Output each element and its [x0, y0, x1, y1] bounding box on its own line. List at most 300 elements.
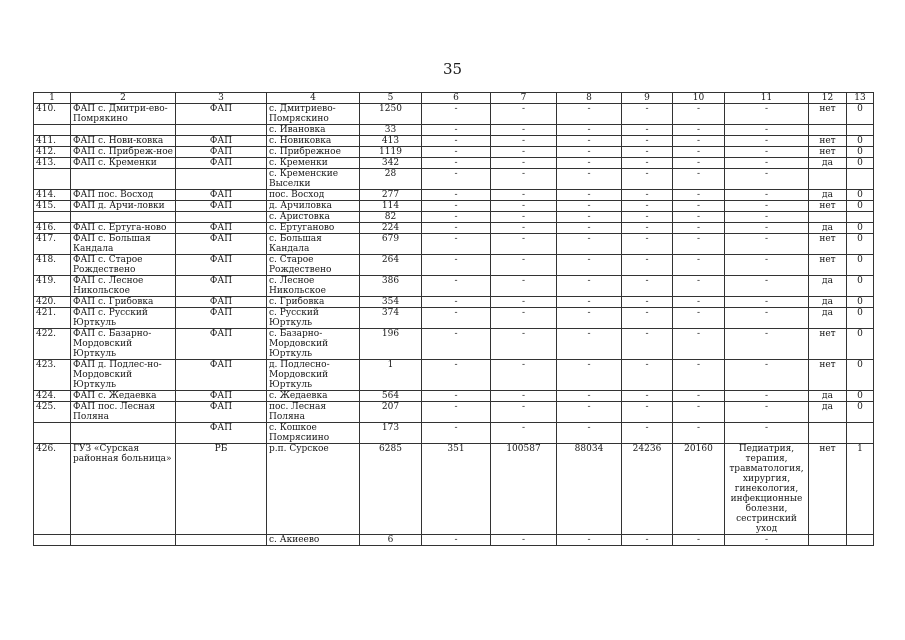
services: -: [725, 136, 809, 147]
row-number: 410.: [34, 104, 71, 125]
col-7-value: -: [491, 308, 557, 329]
row-number: [34, 212, 71, 223]
col-9-value: -: [622, 360, 673, 391]
population: 342: [360, 158, 422, 169]
col-12-value: да: [809, 402, 847, 423]
col-6-value: -: [422, 255, 491, 276]
settlement: с. Прибрежное: [267, 147, 360, 158]
col-6-value: -: [422, 169, 491, 190]
row-number: 419.: [34, 276, 71, 297]
settlement: д. Подлесно-Мордовский Юрткуль: [267, 360, 360, 391]
col-8-value: -: [557, 255, 622, 276]
table-row: [34, 297, 874, 308]
table-row: [34, 212, 874, 223]
services: -: [725, 104, 809, 125]
col-8-value: -: [557, 104, 622, 125]
facility-type: ФАП: [176, 297, 267, 308]
page-number: 35: [442, 60, 463, 78]
services: -: [725, 125, 809, 136]
row-number: 417.: [34, 234, 71, 255]
facility-name: ФАП с. Ертуга-ново: [71, 223, 176, 234]
settlement: с. Лесное Никольское: [267, 276, 360, 297]
col-9-value: -: [622, 190, 673, 201]
col-6-value: -: [422, 391, 491, 402]
row-number: 422.: [34, 329, 71, 360]
settlement: с. Новиковка: [267, 136, 360, 147]
col-10-value: -: [673, 423, 725, 444]
col-10-value: -: [673, 308, 725, 329]
facility-type: ФАП: [176, 104, 267, 125]
settlement: с. Большая Кандала: [267, 234, 360, 255]
facility-type: ФАП: [176, 190, 267, 201]
col-9-value: -: [622, 223, 673, 234]
col-13-value: [847, 423, 874, 444]
row-number: 425.: [34, 402, 71, 423]
col-9-value: -: [622, 329, 673, 360]
col-7-value: -: [491, 223, 557, 234]
population: 33: [360, 125, 422, 136]
col-10-value: -: [673, 212, 725, 223]
col-6-value: -: [422, 234, 491, 255]
facility-type: ФАП: [176, 329, 267, 360]
col-13-value: [847, 212, 874, 223]
population: 1: [360, 360, 422, 391]
col-9-value: 24236: [622, 444, 673, 535]
col-12-value: да: [809, 190, 847, 201]
col-13-value: 0: [847, 190, 874, 201]
facility-name: ФАП пос. Лесная Поляна: [71, 402, 176, 423]
col-10-value: -: [673, 234, 725, 255]
col-13-value: 0: [847, 158, 874, 169]
col-7-value: 100587: [491, 444, 557, 535]
column-header: 2: [71, 93, 176, 104]
col-9-value: -: [622, 212, 673, 223]
population: 386: [360, 276, 422, 297]
facility-type: [176, 212, 267, 223]
facility-name: [71, 535, 176, 546]
services: -: [725, 212, 809, 223]
col-6-value: -: [422, 423, 491, 444]
col-8-value: -: [557, 423, 622, 444]
col-12-value: да: [809, 158, 847, 169]
column-header: 1: [34, 93, 71, 104]
services: -: [725, 169, 809, 190]
services: -: [725, 360, 809, 391]
population: 207: [360, 402, 422, 423]
col-9-value: -: [622, 234, 673, 255]
population: 564: [360, 391, 422, 402]
col-12-value: да: [809, 276, 847, 297]
col-12-value: [809, 125, 847, 136]
col-9-value: -: [622, 158, 673, 169]
population: 82: [360, 212, 422, 223]
col-13-value: 0: [847, 308, 874, 329]
facility-type: ФАП: [176, 234, 267, 255]
col-7-value: -: [491, 255, 557, 276]
settlement: д. Арчиловка: [267, 201, 360, 212]
col-10-value: -: [673, 147, 725, 158]
col-12-value: да: [809, 223, 847, 234]
settlement: пос. Лесная Поляна: [267, 402, 360, 423]
facilities-table: [33, 92, 874, 546]
col-8-value: -: [557, 234, 622, 255]
col-7-value: -: [491, 201, 557, 212]
population: 6: [360, 535, 422, 546]
col-6-value: -: [422, 201, 491, 212]
services: -: [725, 402, 809, 423]
population: 114: [360, 201, 422, 212]
col-10-value: -: [673, 169, 725, 190]
col-12-value: [809, 535, 847, 546]
facility-type: ФАП: [176, 255, 267, 276]
col-10-value: -: [673, 158, 725, 169]
col-13-value: 0: [847, 391, 874, 402]
settlement: с. Старое Рождествено: [267, 255, 360, 276]
col-6-value: -: [422, 535, 491, 546]
col-9-value: -: [622, 423, 673, 444]
col-7-value: -: [491, 125, 557, 136]
facility-type: ФАП: [176, 158, 267, 169]
col-6-value: -: [422, 402, 491, 423]
column-header: 3: [176, 93, 267, 104]
settlement: с. Кременки: [267, 158, 360, 169]
col-10-value: -: [673, 201, 725, 212]
col-8-value: -: [557, 125, 622, 136]
facility-name: ФАП пос. Восход: [71, 190, 176, 201]
col-7-value: -: [491, 391, 557, 402]
row-number: [34, 535, 71, 546]
col-12-value: [809, 212, 847, 223]
col-6-value: -: [422, 136, 491, 147]
col-8-value: -: [557, 158, 622, 169]
col-9-value: -: [622, 276, 673, 297]
services: -: [725, 423, 809, 444]
col-12-value: да: [809, 391, 847, 402]
column-header: 6: [422, 93, 491, 104]
col-6-value: -: [422, 125, 491, 136]
services: -: [725, 276, 809, 297]
col-13-value: 0: [847, 234, 874, 255]
column-header: 9: [622, 93, 673, 104]
population: 1119: [360, 147, 422, 158]
table-row: [34, 423, 874, 444]
facility-type: ФАП: [176, 201, 267, 212]
col-10-value: -: [673, 255, 725, 276]
col-8-value: -: [557, 190, 622, 201]
services: -: [725, 329, 809, 360]
facility-name: [71, 125, 176, 136]
services: -: [725, 147, 809, 158]
column-header: 5: [360, 93, 422, 104]
col-7-value: -: [491, 360, 557, 391]
table-row: [34, 136, 874, 147]
services: Педиатрия, терапия, травматология, хирургия, гинекология, инфекционные болезни, сестринский уход: [725, 444, 809, 535]
col-10-value: -: [673, 190, 725, 201]
col-9-value: -: [622, 125, 673, 136]
col-7-value: -: [491, 535, 557, 546]
settlement: с. Кошкое Помрясиино: [267, 423, 360, 444]
col-12-value: нет: [809, 201, 847, 212]
col-6-value: -: [422, 329, 491, 360]
col-6-value: -: [422, 104, 491, 125]
facility-name: ФАП с. Большая Кандала: [71, 234, 176, 255]
facility-name: ФАП с. Дмитри-ево-Помрякино: [71, 104, 176, 125]
settlement: с. Ертуганово: [267, 223, 360, 234]
col-10-value: -: [673, 329, 725, 360]
row-number: 411.: [34, 136, 71, 147]
services: -: [725, 234, 809, 255]
col-7-value: -: [491, 147, 557, 158]
row-number: 413.: [34, 158, 71, 169]
col-8-value: -: [557, 201, 622, 212]
col-8-value: -: [557, 223, 622, 234]
facility-type: ФАП: [176, 223, 267, 234]
facility-type: ФАП: [176, 308, 267, 329]
population: 413: [360, 136, 422, 147]
settlement: с. Акиеево: [267, 535, 360, 546]
col-12-value: нет: [809, 147, 847, 158]
col-13-value: 0: [847, 223, 874, 234]
col-12-value: [809, 423, 847, 444]
row-number: 426.: [34, 444, 71, 535]
table-row: [34, 308, 874, 329]
col-8-value: -: [557, 136, 622, 147]
settlement: с. Кременские Выселки: [267, 169, 360, 190]
population: 196: [360, 329, 422, 360]
facility-name: [71, 423, 176, 444]
col-8-value: -: [557, 329, 622, 360]
facility-name: ФАП с. Грибовка: [71, 297, 176, 308]
col-8-value: -: [557, 535, 622, 546]
services: -: [725, 308, 809, 329]
table-row: [34, 104, 874, 125]
facility-type: [176, 169, 267, 190]
col-7-value: -: [491, 104, 557, 125]
col-6-value: -: [422, 223, 491, 234]
table-row: [34, 158, 874, 169]
col-8-value: -: [557, 308, 622, 329]
population: 374: [360, 308, 422, 329]
facility-type: ФАП: [176, 402, 267, 423]
col-6-value: -: [422, 308, 491, 329]
services: -: [725, 255, 809, 276]
facility-name: ФАП с. Кременки: [71, 158, 176, 169]
col-10-value: 20160: [673, 444, 725, 535]
facility-name: ФАП д. Подлес-но-Мордовский Юрткуль: [71, 360, 176, 391]
col-10-value: -: [673, 297, 725, 308]
col-7-value: -: [491, 169, 557, 190]
col-10-value: -: [673, 535, 725, 546]
facility-name: ФАП д. Арчи-ловки: [71, 201, 176, 212]
col-9-value: -: [622, 104, 673, 125]
column-header: 12: [809, 93, 847, 104]
col-7-value: -: [491, 158, 557, 169]
services: -: [725, 201, 809, 212]
col-13-value: [847, 169, 874, 190]
column-header: 8: [557, 93, 622, 104]
col-13-value: 0: [847, 297, 874, 308]
col-7-value: -: [491, 136, 557, 147]
col-12-value: нет: [809, 104, 847, 125]
services: -: [725, 535, 809, 546]
col-8-value: -: [557, 402, 622, 423]
col-10-value: -: [673, 125, 725, 136]
col-13-value: 0: [847, 276, 874, 297]
row-number: 420.: [34, 297, 71, 308]
facility-type: [176, 125, 267, 136]
population: 1250: [360, 104, 422, 125]
settlement: с. Ивановка: [267, 125, 360, 136]
col-8-value: -: [557, 391, 622, 402]
table-row: [34, 329, 874, 360]
row-number: 415.: [34, 201, 71, 212]
col-13-value: 0: [847, 360, 874, 391]
facility-type: ФАП: [176, 136, 267, 147]
settlement: с. Аристовка: [267, 212, 360, 223]
facility-name: ФАП с. Русский Юрткуль: [71, 308, 176, 329]
population: 679: [360, 234, 422, 255]
table-row: [34, 360, 874, 391]
row-number: 414.: [34, 190, 71, 201]
col-6-value: -: [422, 360, 491, 391]
settlement: с. Жедаевка: [267, 391, 360, 402]
col-10-value: -: [673, 276, 725, 297]
facility-type: РБ: [176, 444, 267, 535]
row-number: 423.: [34, 360, 71, 391]
facility-name: ФАП с. Жедаевка: [71, 391, 176, 402]
col-13-value: [847, 535, 874, 546]
facility-name: ГУЗ «Сурская районная больница»: [71, 444, 176, 535]
table-row: [34, 169, 874, 190]
table-row: [34, 147, 874, 158]
col-6-value: -: [422, 276, 491, 297]
facility-name: ФАП с. Нови-ковка: [71, 136, 176, 147]
column-header: 10: [673, 93, 725, 104]
col-12-value: да: [809, 308, 847, 329]
population: 28: [360, 169, 422, 190]
row-number: [34, 169, 71, 190]
col-9-value: -: [622, 201, 673, 212]
column-header: 11: [725, 93, 809, 104]
row-number: [34, 125, 71, 136]
col-6-value: -: [422, 158, 491, 169]
col-8-value: -: [557, 360, 622, 391]
col-9-value: -: [622, 391, 673, 402]
column-header: 7: [491, 93, 557, 104]
row-number: 412.: [34, 147, 71, 158]
services: -: [725, 391, 809, 402]
facility-name: ФАП с. Старое Рождествено: [71, 255, 176, 276]
col-12-value: нет: [809, 255, 847, 276]
table-row: [34, 223, 874, 234]
row-number: [34, 423, 71, 444]
col-10-value: -: [673, 360, 725, 391]
facility-type: ФАП: [176, 360, 267, 391]
col-12-value: [809, 169, 847, 190]
col-9-value: -: [622, 402, 673, 423]
col-9-value: -: [622, 535, 673, 546]
facility-name: ФАП с. Базарно-Мордовский Юрткуль: [71, 329, 176, 360]
col-12-value: нет: [809, 360, 847, 391]
col-6-value: 351: [422, 444, 491, 535]
population: 277: [360, 190, 422, 201]
col-12-value: нет: [809, 329, 847, 360]
facility-name: [71, 169, 176, 190]
settlement: пос. Восход: [267, 190, 360, 201]
row-number: 421.: [34, 308, 71, 329]
col-9-value: -: [622, 308, 673, 329]
col-7-value: -: [491, 297, 557, 308]
col-10-value: -: [673, 402, 725, 423]
facility-type: ФАП: [176, 391, 267, 402]
col-12-value: нет: [809, 136, 847, 147]
table-row: [34, 190, 874, 201]
col-13-value: 0: [847, 136, 874, 147]
row-number: 416.: [34, 223, 71, 234]
services: -: [725, 158, 809, 169]
facility-name: [71, 212, 176, 223]
col-13-value: 0: [847, 201, 874, 212]
col-13-value: 0: [847, 147, 874, 158]
col-7-value: -: [491, 212, 557, 223]
settlement: с. Базарно-Мордовский Юрткуль: [267, 329, 360, 360]
table-row: [34, 444, 874, 535]
services: -: [725, 297, 809, 308]
col-6-value: -: [422, 297, 491, 308]
col-6-value: -: [422, 147, 491, 158]
settlement: с. Грибовка: [267, 297, 360, 308]
col-13-value: 0: [847, 329, 874, 360]
table-row: [34, 234, 874, 255]
column-header-row: [34, 93, 874, 104]
col-12-value: нет: [809, 444, 847, 535]
col-6-value: -: [422, 190, 491, 201]
population: 224: [360, 223, 422, 234]
col-7-value: -: [491, 190, 557, 201]
col-8-value: -: [557, 276, 622, 297]
col-13-value: 0: [847, 255, 874, 276]
col-7-value: -: [491, 402, 557, 423]
table-row: [34, 535, 874, 546]
col-7-value: -: [491, 276, 557, 297]
population: 264: [360, 255, 422, 276]
table-row: [34, 276, 874, 297]
row-number: 424.: [34, 391, 71, 402]
table-row: [34, 125, 874, 136]
population: 354: [360, 297, 422, 308]
facility-type: ФАП: [176, 147, 267, 158]
facility-type: ФАП: [176, 276, 267, 297]
table-row: [34, 391, 874, 402]
population: 173: [360, 423, 422, 444]
col-13-value: 1: [847, 444, 874, 535]
col-9-value: -: [622, 147, 673, 158]
table-row: [34, 402, 874, 423]
population: 6285: [360, 444, 422, 535]
col-7-value: -: [491, 234, 557, 255]
settlement: с. Русский Юрткуль: [267, 308, 360, 329]
facility-type: ФАП: [176, 423, 267, 444]
column-header: 13: [847, 93, 874, 104]
services: -: [725, 223, 809, 234]
col-7-value: -: [491, 423, 557, 444]
settlement: с. Дмитриево-Помряскино: [267, 104, 360, 125]
table-row: [34, 201, 874, 212]
col-10-value: -: [673, 136, 725, 147]
services: -: [725, 190, 809, 201]
col-13-value: [847, 125, 874, 136]
col-13-value: 0: [847, 402, 874, 423]
